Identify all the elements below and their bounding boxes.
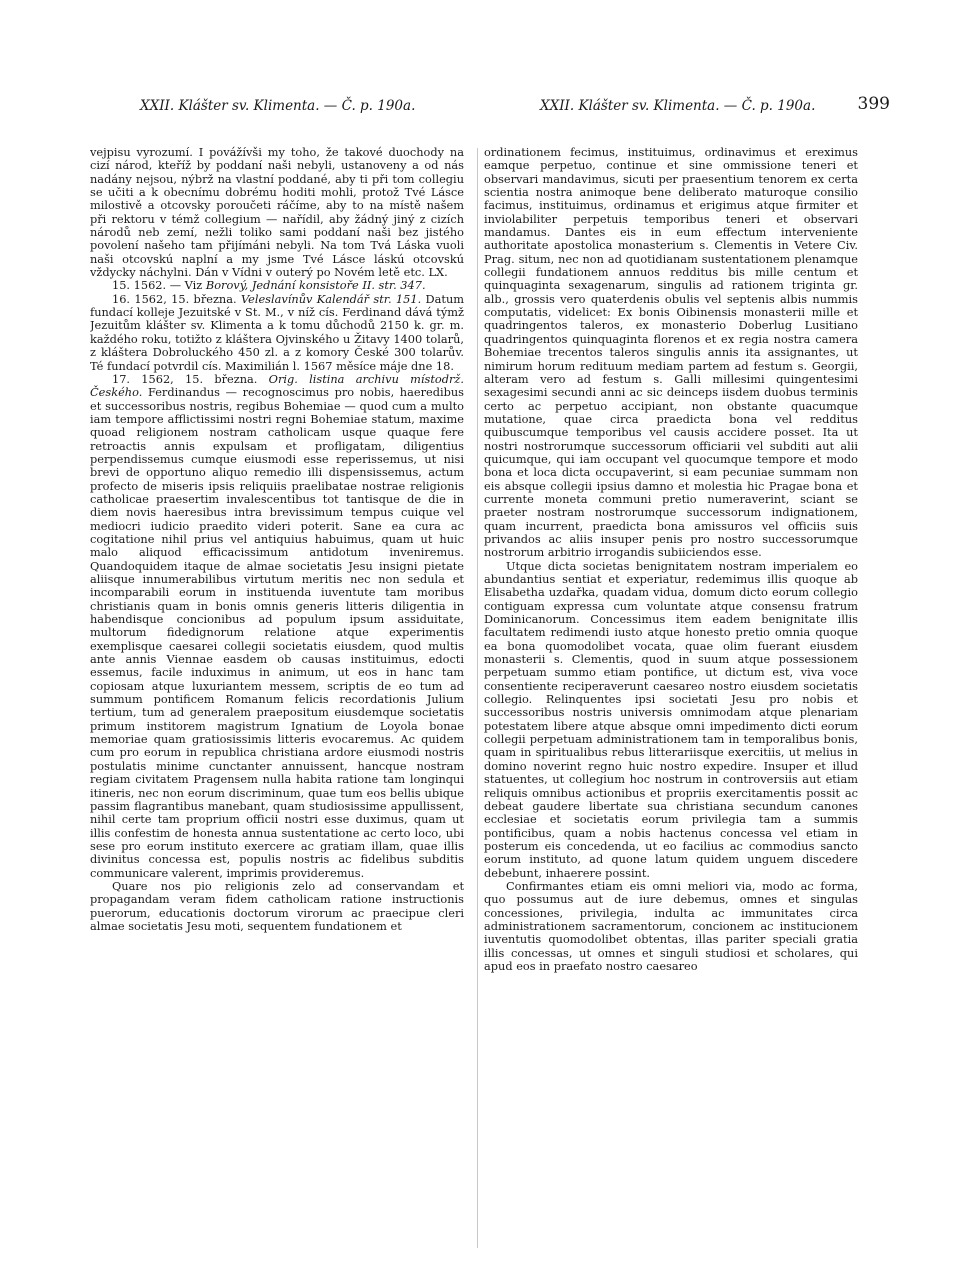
page-number: 399 <box>857 94 890 114</box>
entry-17 <box>90 373 464 880</box>
right-column <box>484 146 858 1254</box>
column-divider <box>477 148 478 1248</box>
entry-16-lead: 16. 1562, 15. března. <box>112 291 237 306</box>
paragraph-quare: Quare nos pio religionis zelo ad conservandam et propagandam veram fidem catholicam ratione instructionis puerorum, educationis doctorum virorum ac praecipue cleri almae societatis Jesu moti, sequentem fundationem et <box>90 878 464 933</box>
entry-17-text: Ferdinandus — recognoscimus pro nobis, haeredibus et successoribus nostris, regibus Bohemiae — quod cum a multo iam tempore afflictissimi nostri regni Bohemiae statum, maxime quoad religionem nostram catholicam usque quaque fere retroactis annis expulsam et profligatam, diligentius perpendissemus cumque eiusmodi esse reperissemus, ut nisi brevi de opportuno aliquo remedio illi dispensissemus, actum profecto de miseris ipsis reliquiis praelibatae nostrae religionis catholicae praesertim invalescentibus tot tantisque de die in diem novis haeresibus intra brevissimum tempus cuique vel mediocri iudicio praedito videri poterit. Sane ea cura ac cogitatione nihil prius vel antiquius habuimus, quam ut huic malo aliquod efficacissimum antidotum inveniremus. Quandoquidem itaque de almae societatis Jesu insigni pietate aliisque innumerabilibus virtutum meritis nec non sedula et incomparabili eorum in instituenda iuventute tam moribus christianis quam in bonis omnis generis litteris diligentia in habendisque concionibus ad populum ipsum assiduitate, multorum fidedignorum relatione atque experimentis exemplisque caesarei collegii societatis eiusdem, quod multis ante annis Viennae easdem ob causas instituimus, edocti essemus, facile induximus in animum, ut eos in hanc tam copiosam atque luxuriantem messem, scriptis de eo tum ad summum pontificem Romanum felicis recordationis Julium tertium, tum ad generalem praepositum eiusdemque societatis primum institorem magistrum Ignatium de Loyola bonae memoriae quam gratiosissimis litteris evocaremus. Ac quidem cum pro eorum in republica christiana ardore eiusmodi nostris postulatis minime cunctanter annuissent, hancque nostram regiam civitatem Pragensem nulla habita ratione tam longinqui itineris, nec non eorum discriminum, quae tum eos bellis ubique passim flagrantibus manebant, quam studiosissime appullissent, nihil certe tam proprium officii nostri esse duximus, quam ut illis confestim de honesta annua sustentatione ac certo loco, ubi sese pro eorum instituto exercere ac gratiam illam, quae illis divinitus concessa est, populis nostris ac fidelibus subditis communicare valerent, imprimis provideremus. <box>90 385 464 880</box>
entry-16-citation: Veleslavínův Kalendář str. 151. <box>240 291 422 306</box>
entry-17-citation: Orig. listina archivu místodrž. Českého. <box>90 371 464 400</box>
running-header <box>90 94 890 124</box>
header-right: XXII. Klášter sv. Klimenta. — Č. p. 190a. <box>540 98 816 114</box>
entry-15 <box>90 279 464 292</box>
paragraph-czech-letter: vejpisu vyrozumí. I povážívši my toho, že takové duochody na cizí národ, kteříž by poddaní naši nebyli, ustanoveny a od nás nadány nejsou, nýbrž na vlastní poddané, aby ti při tom collegiu se učiti a k obecnímu dobrému hoditi mohli, protož Tvé Lásce milostivě a otcovsky poroučeti ráčíme, aby to na místě našem při rektoru v témž collegium — nařídil, aby žádný jiný z cizích národů neb zemí, nežli toliko sami poddaní naši bez jistého povolení našeho tam přijímáni nebyli. Na tom Tvá Láska vuoli naši otcovskú naplní a my jsme Tvé Lásce láskú otcovskú vždycky náchylni. Dán v Vídni v outerý po Novém letě etc. LX. <box>90 146 464 280</box>
entry-15-lead: 15. 1562. — Viz <box>112 278 203 293</box>
paragraph-utque: Utque dicta societas benignitatem nostram imperialem eo abundantius sentiat et experiatur, redemimus illis quoque ab Elisabetha uzdařka, quadam vidua, domum dicto eorum collegio contiguam expressa cum voluntate atque consensu fratrum Dominicanorum. Concessimus item eadem benignitate illis facultatem redimendi iusto atque honesto pretio omnia quoque ea bona quomodolibet vocata, quae olim fuerant eiusdem monasterii s. Clementis, quod in suum atque possessionem perpetuam summo etiam pontifice, ut dictum est, viva voce consentiente reciperaverunt caesareo nostro eiusdem societatis collegio. Relinquentes ipsi societati Jesu pro nobis et successoribus nostris universis omnimodam atque plenariam potestatem libere atque absque omni impedimento dicti eorum collegii perpetuam administrationem tam in temporalibus bonis, quam in spiritualibus rebus litterariisque exercitiis, ut melius in domino noverint regno huic nostro expedire. Insuper et illud statuentes, ut collegium hoc nostrum in controversiis aut etiam reliquis omnibus actionibus et propriis exercitamentis possit ac debeat gaudere libertate sua christiana secundum canones ecclesiae et societatis eorum privilegia tam a summis pontificibus, quam a nobis hactenus concessa vel etiam in posterum eis concedenda, ut eo facilius ac commodius sancto eorum instituto, ad quone latum quidem unguem discedere debebunt, inhaerere possint. <box>484 558 858 880</box>
left-column <box>90 146 464 1254</box>
entry-15-citation: Borový, Jednání konsistoře II. str. 347. <box>205 278 426 293</box>
entry-16-text: Datum fundací kolleje Jezuitské v St. M., v níž cís. Ferdinand dává týmž Jezuitům klášter sv. Klimenta a k tomu důchodů 2150 k. gr. m. každého roku, totižto z kláštera Ojvinského u Žitavy 1400 tolarů, z kláštera Dobroluckého 450 zl. a z komory České 300 tolarův. Té fundací potvrdil cís. Maximilián l. 1567 měsíce máje dne 18. <box>90 291 464 373</box>
entry-17-lead: 17. 1562, 15. března. <box>112 371 258 386</box>
paragraph-ordinationem: ordinationem fecimus, instituimus, ordinavimus et ereximus eamque perpetuo, continue et sine ommissione teneri et observari mandavimus, sicuti per praesentium tenorem ex certa scientia nostra animoque bene deliberato maturoque consilio facimus, instituimus, ordinamus et erigimus atque firmiter et inviolabiliter perpetuis temporibus teneri et observari mandamus. Dantes eis in eum effectum interveniente authoritate apostolica monasterium s. Clementis in Vetere Civ. Prag. situm, nec non ad quotidianam sustentationem plenamque collegii fundationem annuos redditus bis mille centum et quinquaginta sexagenarum, singulis ad rationem triginta gr. alb., grossis vero quaterdenis obulis vel septenis albis nummis computatis, videlicet: Ex bonis Oibinensis monasterii mille et quadringentos taleros, ex monasterio Doberlug Lusitiano quadringentos quinquaginta florenos et ex regia nostra camera Bohemiae trecentos taleros singulis annis ita assignantes, ut nimirum horum redituum mediam partem ad festum s. Georgii, alteram vero ad festum s. Galli millesimi quingentesimi sexagesimi secundi anni ac sic deinceps iisdem duobus terminis certo ac perpetuo accipiant, non obstante quacumque mutatione, quae circa praedicta bona vel redditus quibuscumque temporibus vel causis accidere posset. Ita ut nostri nostrorumque successorum officiarii vel subditi aut alii quicumque, qui iam occupant vel quocumque tempore et modo bona et loca dicta occupaverint, si eam pecuniae summam non eis absque collegii ipsius damno et molestia hic Pragae bona et currente moneta communi pretio numeraverint, sciant se praeter nostram nostrorumque successorum indignationem, quam incurrent, praedicta bona amissuros vel officiis suis privandos ac aliis insuper penis pro nostro successorumque nostrorum arbitrio irrogandis subiiciendos esse. <box>484 146 858 560</box>
header-left: XXII. Klášter sv. Klimenta. — Č. p. 190a. <box>140 98 416 114</box>
paragraph-confirmantes: Confirmantes etiam eis omni meliori via, modo ac forma, quo possumus aut de iure debemus, omnes et singulas concessiones, privilegia, indulta ac immunitates circa administrationem sacramentorum, concionem ac institucionem iuventutis quomodolibet obtentas, illas pariter speciali gratia illis concessas, ut omnes et singuli studiosi et scholares, qui apud eos in praefato nostro caesareo <box>484 878 858 973</box>
entry-16 <box>90 293 464 373</box>
